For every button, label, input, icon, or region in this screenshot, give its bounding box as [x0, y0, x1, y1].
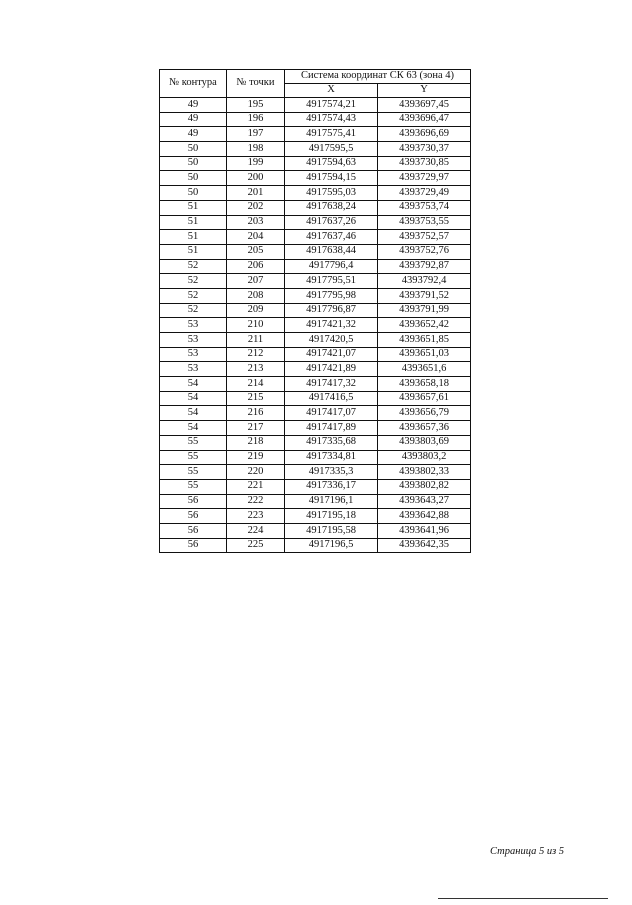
cell-contour: 51 — [160, 244, 227, 259]
cell-x: 4917638,24 — [285, 200, 378, 215]
cell-contour: 56 — [160, 523, 227, 538]
cell-x: 4917417,89 — [285, 421, 378, 436]
cell-contour: 55 — [160, 479, 227, 494]
table-row — [160, 274, 471, 289]
cell-contour: 49 — [160, 112, 227, 127]
cell-y: 4393697,45 — [378, 98, 471, 113]
cell-x: 4917196,1 — [285, 494, 378, 509]
cell-y: 4393641,96 — [378, 523, 471, 538]
cell-contour: 52 — [160, 274, 227, 289]
cell-point: 218 — [227, 435, 285, 450]
table-header — [160, 70, 471, 98]
cell-point: 214 — [227, 377, 285, 392]
cell-y: 4393730,37 — [378, 142, 471, 157]
header-point-number: № точки — [227, 70, 285, 98]
page-number: Страница 5 из 5 — [490, 846, 565, 857]
cell-contour: 53 — [160, 362, 227, 377]
coordinates-table — [159, 69, 471, 553]
cell-point: 209 — [227, 303, 285, 318]
cell-y: 4393753,74 — [378, 200, 471, 215]
cell-point: 225 — [227, 538, 285, 553]
cell-point: 217 — [227, 421, 285, 436]
cell-x: 4917196,5 — [285, 538, 378, 553]
cell-y: 4393729,97 — [378, 171, 471, 186]
cell-y: 4393658,18 — [378, 377, 471, 392]
cell-point: 219 — [227, 450, 285, 465]
cell-contour: 55 — [160, 435, 227, 450]
cell-y: 4393642,88 — [378, 509, 471, 524]
cell-contour: 54 — [160, 391, 227, 406]
table-row — [160, 215, 471, 230]
footer-divider — [438, 898, 608, 899]
cell-x: 4917595,03 — [285, 186, 378, 201]
cell-x: 4917795,51 — [285, 274, 378, 289]
cell-point: 203 — [227, 215, 285, 230]
cell-y: 4393803,69 — [378, 435, 471, 450]
cell-y: 4393651,6 — [378, 362, 471, 377]
cell-y: 4393651,85 — [378, 333, 471, 348]
table-row — [160, 538, 471, 553]
cell-y: 4393803,2 — [378, 450, 471, 465]
cell-point: 215 — [227, 391, 285, 406]
cell-x: 4917574,21 — [285, 98, 378, 113]
cell-point: 198 — [227, 142, 285, 157]
header-coordinate-system: Система координат СК 63 (зона 4) — [285, 70, 471, 84]
cell-y: 4393696,47 — [378, 112, 471, 127]
cell-x: 4917795,98 — [285, 288, 378, 303]
cell-contour: 53 — [160, 347, 227, 362]
table-row — [160, 303, 471, 318]
cell-x: 4917637,26 — [285, 215, 378, 230]
cell-x: 4917335,3 — [285, 465, 378, 480]
cell-y: 4393802,82 — [378, 479, 471, 494]
table-row — [160, 318, 471, 333]
cell-point: 202 — [227, 200, 285, 215]
table-row — [160, 347, 471, 362]
table-row — [160, 391, 471, 406]
cell-y: 4393656,79 — [378, 406, 471, 421]
cell-point: 222 — [227, 494, 285, 509]
cell-y: 4393643,27 — [378, 494, 471, 509]
cell-contour: 50 — [160, 171, 227, 186]
cell-x: 4917416,5 — [285, 391, 378, 406]
cell-point: 196 — [227, 112, 285, 127]
cell-point: 195 — [227, 98, 285, 113]
cell-y: 4393792,87 — [378, 259, 471, 274]
cell-point: 199 — [227, 156, 285, 171]
cell-x: 4917417,07 — [285, 406, 378, 421]
cell-point: 207 — [227, 274, 285, 289]
cell-point: 210 — [227, 318, 285, 333]
cell-y: 4393729,49 — [378, 186, 471, 201]
cell-y: 4393792,4 — [378, 274, 471, 289]
table-row — [160, 435, 471, 450]
cell-contour: 54 — [160, 377, 227, 392]
cell-point: 220 — [227, 465, 285, 480]
cell-point: 208 — [227, 288, 285, 303]
cell-y: 4393791,52 — [378, 288, 471, 303]
cell-y: 4393791,99 — [378, 303, 471, 318]
cell-point: 200 — [227, 171, 285, 186]
cell-point: 224 — [227, 523, 285, 538]
table-row — [160, 112, 471, 127]
cell-contour: 55 — [160, 450, 227, 465]
cell-x: 4917796,4 — [285, 259, 378, 274]
cell-y: 4393657,61 — [378, 391, 471, 406]
table-row — [160, 259, 471, 274]
cell-x: 4917195,58 — [285, 523, 378, 538]
cell-contour: 52 — [160, 288, 227, 303]
table-row — [160, 156, 471, 171]
cell-y: 4393802,33 — [378, 465, 471, 480]
cell-x: 4917594,63 — [285, 156, 378, 171]
cell-point: 206 — [227, 259, 285, 274]
cell-y: 4393730,85 — [378, 156, 471, 171]
table-row — [160, 200, 471, 215]
table-row — [160, 244, 471, 259]
cell-contour: 50 — [160, 186, 227, 201]
cell-point: 223 — [227, 509, 285, 524]
table-row — [160, 421, 471, 436]
header-y: Y — [378, 84, 471, 98]
cell-point: 204 — [227, 230, 285, 245]
cell-x: 4917421,07 — [285, 347, 378, 362]
table-body — [160, 98, 471, 553]
table-row — [160, 230, 471, 245]
table-row — [160, 494, 471, 509]
cell-x: 4917595,5 — [285, 142, 378, 157]
table-row — [160, 171, 471, 186]
table-row — [160, 142, 471, 157]
table-row — [160, 127, 471, 142]
cell-y: 4393657,36 — [378, 421, 471, 436]
cell-x: 4917335,68 — [285, 435, 378, 450]
table-row — [160, 406, 471, 421]
cell-contour: 51 — [160, 230, 227, 245]
cell-point: 197 — [227, 127, 285, 142]
cell-point: 212 — [227, 347, 285, 362]
cell-point: 205 — [227, 244, 285, 259]
table-row — [160, 479, 471, 494]
table-row — [160, 523, 471, 538]
cell-y: 4393696,69 — [378, 127, 471, 142]
cell-x: 4917417,32 — [285, 377, 378, 392]
cell-x: 4917594,15 — [285, 171, 378, 186]
cell-contour: 49 — [160, 98, 227, 113]
cell-contour: 56 — [160, 509, 227, 524]
table-row — [160, 333, 471, 348]
cell-y: 4393642,35 — [378, 538, 471, 553]
cell-contour: 51 — [160, 215, 227, 230]
cell-contour: 51 — [160, 200, 227, 215]
cell-contour: 53 — [160, 318, 227, 333]
cell-contour: 50 — [160, 156, 227, 171]
cell-x: 4917334,81 — [285, 450, 378, 465]
cell-x: 4917421,32 — [285, 318, 378, 333]
cell-point: 201 — [227, 186, 285, 201]
header-contour-number: № контура — [160, 70, 227, 98]
table-row — [160, 377, 471, 392]
cell-y: 4393652,42 — [378, 318, 471, 333]
cell-contour: 52 — [160, 259, 227, 274]
cell-x: 4917796,87 — [285, 303, 378, 318]
cell-y: 4393752,76 — [378, 244, 471, 259]
table-row — [160, 186, 471, 201]
cell-x: 4917574,43 — [285, 112, 378, 127]
cell-x: 4917575,41 — [285, 127, 378, 142]
cell-y: 4393651,03 — [378, 347, 471, 362]
cell-x: 4917195,18 — [285, 509, 378, 524]
cell-point: 213 — [227, 362, 285, 377]
cell-point: 221 — [227, 479, 285, 494]
cell-contour: 56 — [160, 538, 227, 553]
cell-x: 4917638,44 — [285, 244, 378, 259]
table-row — [160, 288, 471, 303]
table-row — [160, 98, 471, 113]
cell-contour: 50 — [160, 142, 227, 157]
cell-contour: 54 — [160, 421, 227, 436]
cell-contour: 54 — [160, 406, 227, 421]
table-row — [160, 450, 471, 465]
cell-point: 211 — [227, 333, 285, 348]
cell-contour: 56 — [160, 494, 227, 509]
cell-x: 4917421,89 — [285, 362, 378, 377]
cell-contour: 49 — [160, 127, 227, 142]
cell-contour: 53 — [160, 333, 227, 348]
table-row — [160, 465, 471, 480]
table-row — [160, 509, 471, 524]
cell-x: 4917637,46 — [285, 230, 378, 245]
cell-y: 4393753,55 — [378, 215, 471, 230]
cell-point: 216 — [227, 406, 285, 421]
cell-y: 4393752,57 — [378, 230, 471, 245]
header-x: X — [285, 84, 378, 98]
cell-contour: 52 — [160, 303, 227, 318]
table-row — [160, 362, 471, 377]
cell-x: 4917420,5 — [285, 333, 378, 348]
cell-x: 4917336,17 — [285, 479, 378, 494]
cell-contour: 55 — [160, 465, 227, 480]
